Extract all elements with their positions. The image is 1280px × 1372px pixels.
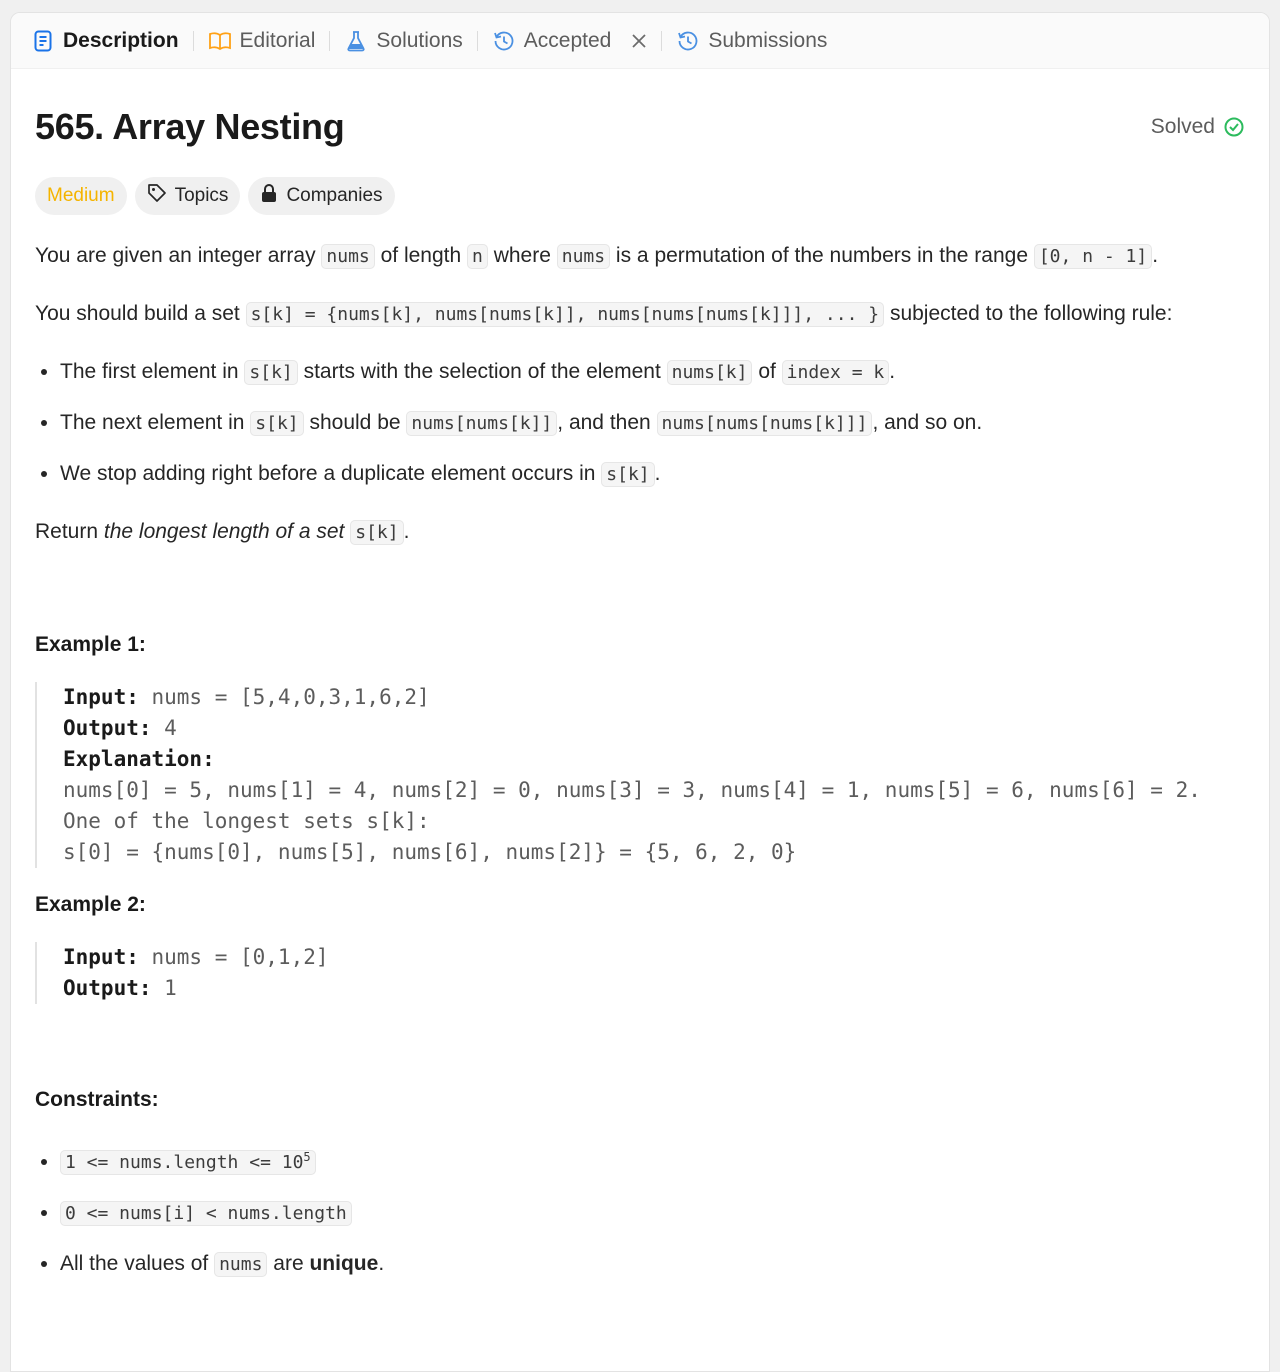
superscript: 5 <box>303 1150 311 1164</box>
list-item <box>60 459 1245 490</box>
solved-label: Solved <box>1150 115 1215 138</box>
badge-row <box>35 177 1245 215</box>
text: should be <box>303 411 407 434</box>
text: . <box>378 1252 385 1275</box>
inline-code: s[k] <box>244 360 297 385</box>
text: You should build a set <box>35 302 246 325</box>
companies-label: Companies <box>286 185 383 206</box>
return-paragraph <box>35 517 1245 548</box>
inline-code: nums <box>321 244 374 269</box>
list-item <box>60 357 1245 388</box>
inline-code <box>60 1150 316 1175</box>
input-label: Input: <box>63 685 139 709</box>
example-heading: Example 1: <box>35 633 146 656</box>
inline-code: index = k <box>782 360 890 385</box>
book-icon <box>208 29 232 53</box>
list-item <box>60 1249 1245 1280</box>
text: The next element in <box>60 411 251 434</box>
list-item <box>60 1198 1245 1229</box>
inline-code: s[k] <box>350 520 403 545</box>
flask-icon <box>344 29 368 53</box>
inline-code: s[k] = {nums[k], nums[nums[k]], nums[nums[nums[k]]], ... } <box>246 302 885 327</box>
text: subjected to the following rule: <box>884 302 1173 325</box>
problem-content <box>11 105 1269 1280</box>
inline-code: [0, n - 1] <box>1034 244 1152 269</box>
text: You are given an integer array <box>35 244 322 267</box>
tab-divider <box>193 31 194 51</box>
tab-divider <box>661 31 662 51</box>
text: starts with the selection of the element <box>297 360 667 383</box>
output-label: Output: <box>63 976 152 1000</box>
explanation-text: One of the longest sets s[k]: <box>63 809 430 833</box>
tab-submissions[interactable] <box>676 29 827 53</box>
tab-submissions-label: Submissions <box>708 28 828 52</box>
output-value: 1 <box>151 976 177 1000</box>
history-icon <box>676 29 700 53</box>
output-value: 4 <box>151 716 177 740</box>
emphasis-text: the longest length of a set <box>103 520 345 543</box>
text: of <box>752 360 782 383</box>
check-circle-icon <box>1223 116 1245 138</box>
text: . <box>889 360 896 383</box>
tab-editorial[interactable] <box>208 29 316 53</box>
inline-code: s[k] <box>250 411 303 436</box>
explanation-text: nums[0] = 5, nums[1] = 4, nums[2] = 0, nums[3] = 3, nums[4] = 1, nums[5] = 6, nums[6] = 2. <box>63 778 1201 802</box>
text: The first element in <box>60 360 245 383</box>
example-block <box>35 942 1245 1004</box>
constraints-list <box>35 1142 1245 1280</box>
text: We stop adding right before a duplicate element occurs in <box>60 462 602 485</box>
text: . <box>403 520 410 543</box>
inline-code: nums <box>214 1252 267 1277</box>
list-item <box>60 1142 1245 1178</box>
example-output-line <box>63 973 1245 1004</box>
description-paragraph <box>35 299 1245 330</box>
example-output-line <box>63 713 1245 744</box>
list-item <box>60 408 1245 439</box>
constraint-code: 1 <= nums.length <= 10 <box>65 1152 304 1173</box>
tab-description-label: Description <box>63 28 179 52</box>
tab-solutions[interactable] <box>344 29 462 53</box>
inline-code: nums[k] <box>667 360 753 385</box>
example-input-line <box>63 942 1245 973</box>
output-label: Output: <box>63 716 152 740</box>
text: are <box>267 1252 310 1275</box>
tab-divider <box>329 31 330 51</box>
tag-icon <box>147 183 167 209</box>
problem-panel <box>10 12 1270 1372</box>
text: All the values of <box>60 1252 215 1275</box>
text: of length <box>374 244 468 267</box>
inline-code: nums <box>557 244 610 269</box>
inline-code: n <box>467 244 488 269</box>
tab-accepted[interactable] <box>492 29 648 53</box>
topics-label: Topics <box>174 185 229 206</box>
tab-solutions-label: Solutions <box>376 28 463 52</box>
text: . <box>654 462 661 485</box>
inline-code: nums[nums[k]] <box>406 411 557 436</box>
problem-title: 565. Array Nesting <box>35 106 345 147</box>
text: where <box>487 244 557 267</box>
document-icon <box>31 29 55 53</box>
explanation-text: s[0] = {nums[0], nums[5], nums[6], nums[2]} = {5, 6, 2, 0} <box>63 840 797 864</box>
tab-accepted-label: Accepted <box>523 28 612 52</box>
inline-code: 0 <= nums[i] < nums.length <box>60 1201 352 1226</box>
close-tab-icon[interactable] <box>631 33 647 49</box>
title-row <box>35 105 1245 149</box>
example-input-line <box>63 682 1245 713</box>
rules-list <box>35 357 1245 490</box>
bold-text: unique <box>309 1252 379 1275</box>
difficulty-badge[interactable]: Medium <box>35 177 127 215</box>
example-explanation-line <box>63 744 1245 775</box>
example-block <box>35 682 1245 868</box>
input-value: nums = [5,4,0,3,1,6,2] <box>138 685 430 709</box>
tab-bar <box>11 13 1269 69</box>
example-heading: Example 2: <box>35 893 146 916</box>
companies-button[interactable] <box>248 177 394 215</box>
constraints-heading: Constraints: <box>35 1088 159 1111</box>
tab-description[interactable] <box>31 29 179 53</box>
text: , and then <box>557 411 657 434</box>
text: Return <box>35 520 104 543</box>
tab-editorial-label: Editorial <box>239 28 316 52</box>
description-paragraph <box>35 241 1245 272</box>
input-value: nums = [0,1,2] <box>138 945 329 969</box>
solved-status <box>1151 115 1245 139</box>
text: is a permutation of the numbers in the range <box>610 244 1034 267</box>
history-icon <box>492 29 516 53</box>
tab-divider <box>477 31 478 51</box>
input-label: Input: <box>63 945 139 969</box>
text: . <box>1152 244 1159 267</box>
topics-button[interactable] <box>135 177 241 215</box>
inline-code: nums[nums[nums[k]]] <box>657 411 873 436</box>
inline-code: s[k] <box>601 462 654 487</box>
explanation-label: Explanation: <box>63 747 215 771</box>
text: , and so on. <box>872 411 983 434</box>
lock-icon <box>260 183 278 209</box>
